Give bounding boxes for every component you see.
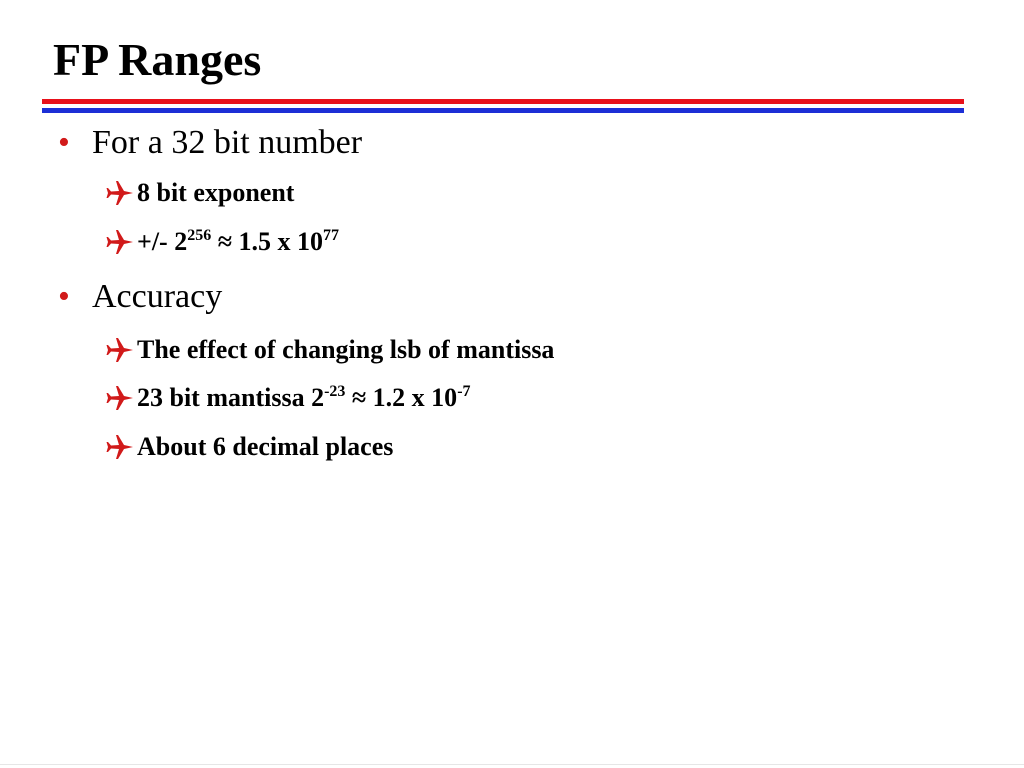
formula-exponent: -23 xyxy=(324,383,346,400)
formula-base: 23 bit mantissa 2 xyxy=(137,383,325,412)
bottom-divider xyxy=(0,764,1024,765)
airplane-icon xyxy=(104,334,136,366)
sub-item-formula xyxy=(137,226,339,258)
slide-title: FP Ranges xyxy=(53,34,262,85)
title-rule-red xyxy=(42,99,964,104)
formula-approx: ≈ 1.2 x 10 xyxy=(345,383,458,412)
bullet-dot: • xyxy=(58,124,70,161)
formula-exponent: 256 xyxy=(187,227,212,244)
airplane-icon xyxy=(104,226,136,258)
formula-approx: ≈ 1.5 x 10 xyxy=(211,227,323,256)
sub-item-text: About 6 decimal places xyxy=(137,432,394,461)
airplane-icon xyxy=(104,177,136,209)
bullet-text: For a 32 bit number xyxy=(92,124,363,161)
bullet-text: Accuracy xyxy=(92,278,223,315)
bullet-dot: • xyxy=(58,278,70,315)
sub-item-text: 8 bit exponent xyxy=(137,178,295,207)
formula-base: +/- 2 xyxy=(137,227,188,256)
airplane-icon xyxy=(104,431,136,463)
formula-exponent: -7 xyxy=(457,383,471,400)
sub-item-formula xyxy=(137,382,471,414)
formula-exponent: 77 xyxy=(322,227,339,244)
title-rule-blue xyxy=(42,108,964,113)
sub-item-text: The effect of changing lsb of mantissa xyxy=(137,335,555,364)
airplane-icon xyxy=(104,382,136,414)
